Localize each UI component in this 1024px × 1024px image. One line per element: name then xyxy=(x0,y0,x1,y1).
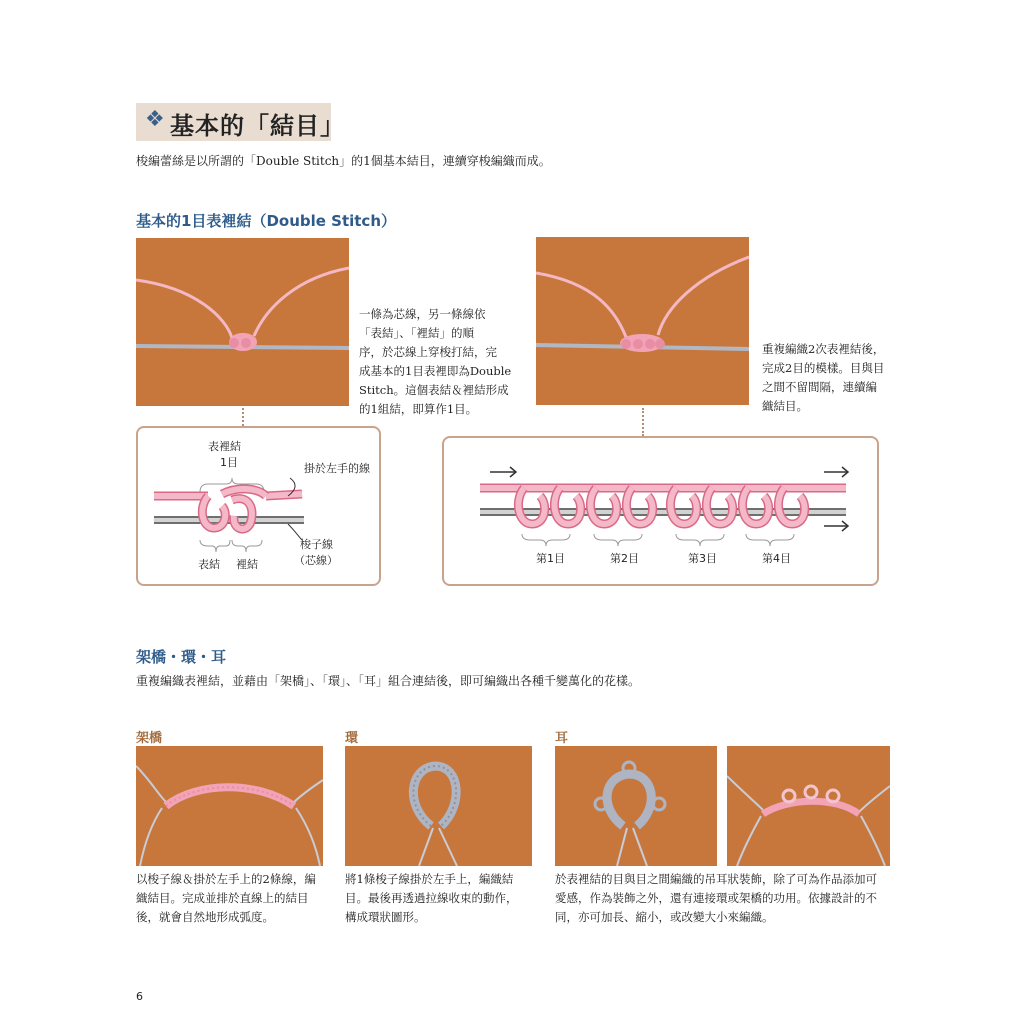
caption-line: 序，於芯線上穿梭打結，完 xyxy=(359,345,497,359)
variations-intro: 重複編織表裡結，並藉由「架橋」、「環」、「耳」組合連結後，即可編織出各種千變萬化的花樣。 xyxy=(136,674,641,688)
caption-line: 的1組結，即算作1目。 xyxy=(359,402,478,416)
caption-line: Stitch。這個表結＆裡結形成 xyxy=(359,383,509,397)
label-shuttle-thread: 梭子線 xyxy=(300,538,333,551)
label-one-stitch: 1目 xyxy=(220,456,238,469)
photo-picot-ring xyxy=(555,746,717,866)
page-number: 6 xyxy=(136,990,143,1003)
variations-heading: 架橋・環・耳 xyxy=(136,648,227,666)
connector-line xyxy=(642,408,644,436)
caption-single-stitch xyxy=(359,305,519,419)
caption-line: 愛感，作為裝飾之外，還有連接環或架橋的功用。依據設計的不 xyxy=(555,891,877,905)
caption-ring xyxy=(345,870,540,927)
caption-line: 構成環狀圖形。 xyxy=(345,910,426,924)
label-stitch-1: 第1目 xyxy=(536,552,565,565)
label-core-thread: （芯線） xyxy=(294,554,338,567)
caption-line: 織結目。完成並排於直線上的結目 xyxy=(136,891,309,905)
caption-line: 一條為芯線，另一條線依 xyxy=(359,307,486,321)
label-stitch-2: 第2目 xyxy=(610,552,639,565)
stitch-loops xyxy=(518,488,804,524)
label-bridge: 架橋 xyxy=(136,731,163,746)
caption-line: 於表裡結的目與目之間編織的吊耳狀裝飾，除了可為作品添加可 xyxy=(555,872,877,886)
section-intro: 梭編蕾絲是以所謂的「Double Stitch」的1個基本結目，連續穿梭編織而成。 xyxy=(136,154,551,168)
photo-two-stitches xyxy=(536,237,749,405)
double-stitch-heading: 基本的1目表裡結（Double Stitch） xyxy=(136,212,397,230)
section-title: 基本的「結目」 xyxy=(170,111,345,140)
caption-line: 以梭子線＆掛於左手上的2條線，編 xyxy=(136,872,316,886)
label-left-hand-thread: 掛於左手的線 xyxy=(304,462,370,475)
label-back-knot: 裡結 xyxy=(236,558,258,571)
caption-line: 完成2目的模樣。目與目 xyxy=(762,361,885,375)
caption-line: 織結目。 xyxy=(762,399,808,413)
caption-line: 之間不留間隔，連續編 xyxy=(762,380,877,394)
caption-line: 重複編織2次表裡結後， xyxy=(762,342,885,356)
label-picot: 耳 xyxy=(555,731,569,746)
label-double-stitch: 表裡結 xyxy=(208,440,241,453)
caption-line: 「表結」、「裡結」的順 xyxy=(359,326,474,340)
label-ring: 環 xyxy=(345,731,359,746)
caption-bridge xyxy=(136,870,331,927)
chain-diagram-svg xyxy=(444,438,877,584)
stitch-diagram-svg xyxy=(138,428,379,584)
photo-bridge xyxy=(136,746,323,866)
diagram-four-stitches xyxy=(442,436,879,586)
caption-line: 後，就會自然地形成弧度。 xyxy=(136,910,274,924)
label-front-knot: 表結 xyxy=(198,558,220,571)
caption-line: 目。最後再透過拉線收束的動作， xyxy=(345,891,518,905)
connector-line xyxy=(242,408,244,426)
caption-line: 將1條梭子線掛於左手上，編織結 xyxy=(345,872,514,886)
caption-two-stitches xyxy=(762,340,912,416)
caption-picot xyxy=(555,870,895,927)
photo-picot-bridge xyxy=(727,746,890,866)
label-stitch-3: 第3目 xyxy=(688,552,717,565)
caption-line: 同，亦可加長、縮小，或改變大小來編織。 xyxy=(555,910,774,924)
diamond-ornament-icon: ❖ xyxy=(145,107,165,132)
photo-ring xyxy=(345,746,532,866)
caption-line: 成基本的1目表裡即為Double xyxy=(359,364,512,378)
photo-single-stitch xyxy=(136,238,349,406)
diagram-single-stitch xyxy=(136,426,381,586)
label-stitch-4: 第4目 xyxy=(762,552,791,565)
